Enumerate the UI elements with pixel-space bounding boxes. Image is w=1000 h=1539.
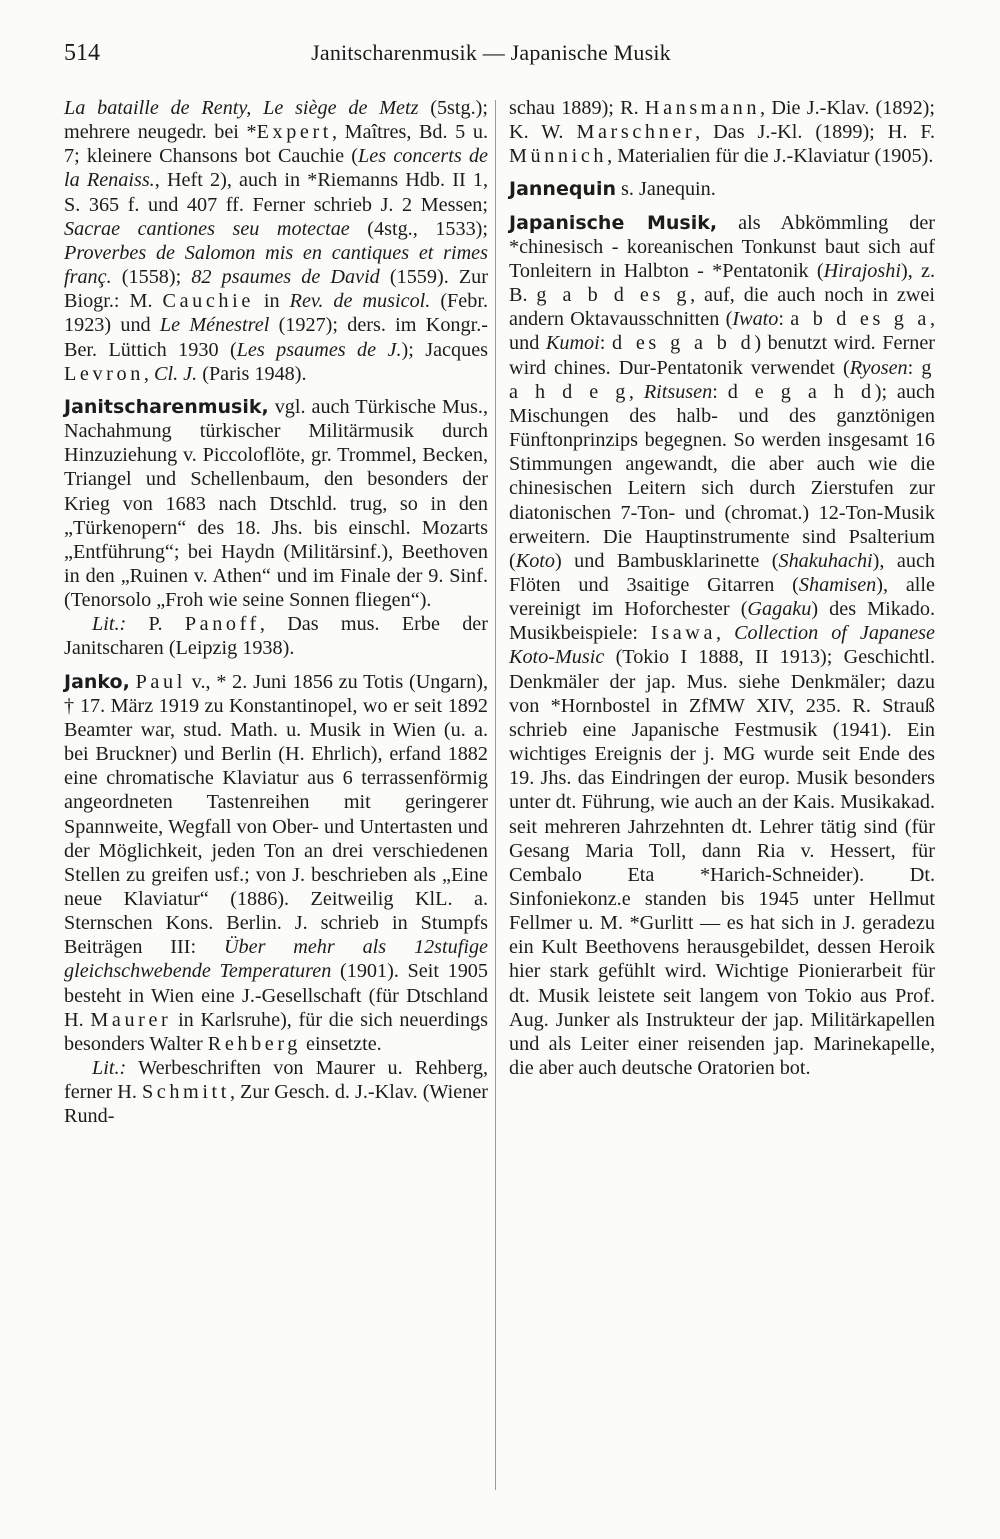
entry-janitscharenmusik: Janitscharenmusik, vgl. auch Türkische Mus., Nachahmung türkischer Militärmusik durch Hinzuziehung v. Piccoloflöte, gr. Trommel, Becken, Triangel und Schellenbaum, den besonders der Krieg von 1683 nach Dtschld. trug, so in den „Türkenopern“ des 18. Jhs. bis einschl. Mozarts „Entführung“; bei Haydn (Militärsinf.), Beethoven in den „Ruinen v. Athen“ und im Finale der 9. Sinf. (Tenorsolo „Froh wie seine Sonnen fliegen“).: [64, 395, 488, 612]
literature-janko: Lit.: Werbeschriften von Maurer u. Rehberg, ferner H. Schmitt, Zur Gesch. d. J.-Klav. (Wiener Rund-: [64, 1057, 489, 1128]
running-head: Janitscharenmusik — Japanische Musik: [311, 40, 671, 65]
column-divider: [495, 100, 496, 1490]
entry-keyword: Janko,: [64, 670, 130, 693]
entry-keyword: Japanische Musik,: [509, 211, 718, 234]
literature-janko-continued: schau 1889); R. Hansmann, Die J.-Klav. (1892); K. W. Marschner, Das J.-Kl. (1899); H. F. Münnich, Materialien für die J.-Klaviatur (1905).: [509, 97, 935, 168]
entry-keyword: Jannequin: [509, 178, 616, 201]
literature-janitscharenmusik: Lit.: P. Panoff, Das mus. Erbe der Janitscharen (Leipzig 1938).: [64, 613, 488, 660]
page-header: [64, 40, 918, 74]
left-column: [64, 96, 488, 1129]
entry-janko: Janko, Paul v., * 2. Juni 1856 zu Totis (Ungarn), † 17. März 1919 zu Konstantinopel, wo er seit 1892 Beamter war, stud. Math. u. Musik in Wien (u. a. bei Bruckner) und Berlin (H. Ehrlich), erfand 1882 eine chromatische Klaviatur aus 6 terrassenförmig angeordneten Tastenreihen mit geringerer Spannweite, Wegfall von Ober- und Untertasten und der Möglichkeit, jeden Ton an drei verschiedenen Stellen zu greifen usf.; von J. beschrieben als „Eine neue Klaviatur“ (1886). Zeitweilig KlL. a. Sternschen Kons. Berlin. J. schrieb in Stumpfs Beiträgen III: Über mehr als 12stufige gleichschwebende Temperaturen (1901). Seit 1905 besteht in Wien eine J.-Gesellschaft (für Dtschland H. Maurer in Karlsruhe), für die sich neuerdings besonders Walter Rehberg einsetzte.: [64, 670, 489, 1055]
right-column: [509, 96, 935, 1080]
entry-janequin-continued: La bataille de Renty, Le siège de Metz (5stg.); mehrere neugedr. bei *Expert, Maîtres, Bd. 5 u. 7; kleinere Chansons bot Cauchie (Les concerts de la Renaiss., Heft 2), auch in *Riemanns Hdb. II 1, S. 365 f. und 407 ff. Ferner schrieb J. 2 Messen; Sacrae cantiones seu motectae (4stg., 1533); Proverbes de Salomon mis en cantiques et rimes franç. (1558); 82 psaumes de David (1559). Zur Biogr.: M. Cauchie in Rev. de musicol. (Febr. 1923) und Le Ménestrel (1927); ders. im Kongr.-Ber. Lüttich 1930 (Les psaumes de J.); Jacques Levron, Cl. J. (Paris 1948).: [64, 97, 489, 385]
page-number: 514: [64, 40, 100, 66]
entry-japanische-musik: Japanische Musik, als Abkömmling der *chinesisch - koreanischen Tonkunst baut sich auf Tonleitern in Halbton - *Pentatonik (Hirajoshi), z. B. g a b d es g, auf, die auch noch in zwei andern Oktavausschnitten (Iwato: a b d es g a, und Kumoi: d es g a b d) benutzt wird. Ferner wird chines. Dur-Pentatonik verwendet (Ryosen: g a h d e g, Ritsusen: d e g a h d); auch Mischungen des halb- und des ganztönigen Fünftonprinzips begegnen. So werden insgesamt 16 Stimmungen angewandt, die aber auch wie die chinesischen Leitern sich durch Zierstufen zur diatonischen 7-Ton- und (chromat.) 12-Ton-Musik erweitern. Die Hauptinstrumente sind Psalterium (Koto) und Bambusklarinette (Shakuhachi), auch Flöten und 3saitige Gitarren (Shamisen), alle vereinigt im Hoforchester (Gagaku) des Mikado. Musikbeispiele: Isawa, Collection of Japanese Koto-Music (Tokio I 1888, II 1913); Geschichtl. Denkmäler der jap. Mus. siehe Denkmäler; dazu von *Hornbostel in ZfMW XIV, 235. R. Strauß schrieb eine Japanische Festmusik (1941). Ein wichtiges Ereignis der j. MG wurde seit Ende des 19. Jhs. das Eindringen der europ. Musik besonders unter dt. Führung, wie auch an der Kais. Musikakad. seit mehreren Jahrzehnten dt. Lehrer tätig sind (für Gesang Maria Toll, dann Ria v. Hessert, für Cembalo Eta *Harich-Schneider). Dt. Sinfoniekonz.e standen bis 1945 unter Hellmut Fellmer u. M. *Gurlitt — es hat sich in J. geradezu ein Kult Beethovens herausgebildet, dessen Heroik hier stark gefühlt wird. Wichtige Pionierarbeit für dt. Musik leistete seit langem von Tokio aus Prof. Aug. Junker als Instrukteur der jap. Militärkapellen und als Leiter einer reisenden jap. Marinekapelle, die aber auch deutsche Oratorien bot.: [509, 211, 936, 1080]
entry-jannequin: Jannequin s. Janequin.: [509, 178, 716, 201]
entry-keyword: Janitscharenmusik,: [64, 395, 269, 418]
